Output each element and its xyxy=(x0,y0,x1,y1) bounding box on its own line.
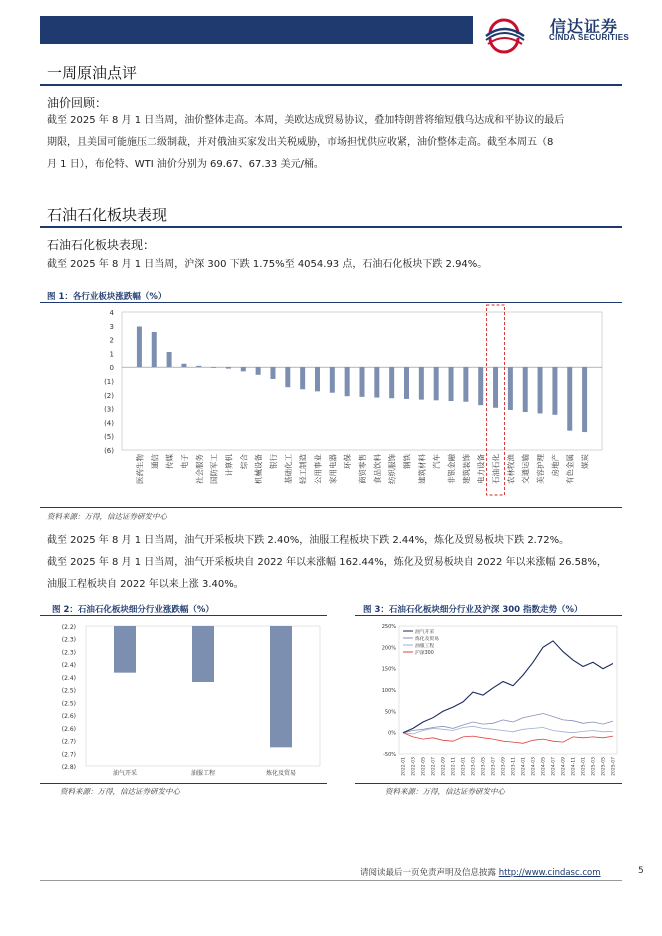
bar-建筑材料 xyxy=(419,367,424,399)
y-tick-label: (2.8) xyxy=(61,764,76,771)
website-link[interactable]: http://www.cindasc.com xyxy=(498,868,601,878)
x-tick-label: 2024-07 xyxy=(551,757,557,776)
x-tick-label: 2023-11 xyxy=(511,757,517,776)
y-tick-label: (2.3) xyxy=(61,649,76,657)
industry-bar-chart xyxy=(40,304,622,504)
section-title-sector: 石油石化板块表现 xyxy=(47,206,168,224)
paragraph-line: 截至 2025 年 8 月 1 日当周，油气开采板块下跌 2.40%，油服工程板块下跌 2.44%，炼化及贸易板块下跌 2.72%。 xyxy=(47,535,570,546)
bar-机械设备 xyxy=(256,367,261,375)
x-tick-label: 通信 xyxy=(150,454,160,469)
x-tick-label: 2023-09 xyxy=(501,757,507,776)
x-tick-label: 2023-01 xyxy=(461,757,467,776)
x-tick-label: 非银金融 xyxy=(447,454,457,484)
x-tick-label: 轻工制造 xyxy=(298,454,308,484)
x-tick-label: 煤炭 xyxy=(580,454,590,469)
bar-建筑装饰 xyxy=(463,367,468,402)
bar-环保 xyxy=(345,367,350,396)
x-tick-label: 石油石化 xyxy=(491,454,501,484)
y-tick-label: (2.2) xyxy=(61,624,76,631)
x-tick-label: 油服工程 xyxy=(190,770,216,777)
x-tick-label: 机械设备 xyxy=(254,454,264,484)
x-tick-label: 建筑材料 xyxy=(417,454,427,484)
y-tick-label: (2.7) xyxy=(61,751,76,759)
bar-医药生物 xyxy=(137,326,142,367)
bar-美容护理 xyxy=(538,367,543,413)
bar-银行 xyxy=(270,367,275,379)
x-tick-label: 家用电器 xyxy=(328,454,338,484)
bar-非银金融 xyxy=(449,367,454,401)
bar-炼化及贸易 xyxy=(270,626,292,747)
x-tick-label: 银行 xyxy=(268,454,278,469)
legend-label: 炼化及贸易 xyxy=(415,637,439,642)
y-tick-label: -50% xyxy=(383,752,396,758)
x-tick-label: 电子 xyxy=(179,454,189,469)
section-divider xyxy=(40,84,622,86)
y-tick-label: (6) xyxy=(104,447,114,455)
bar-钢铁 xyxy=(404,367,409,399)
x-tick-label: 2024-03 xyxy=(531,757,537,776)
bar-综合 xyxy=(241,367,246,371)
y-tick-label: 0 xyxy=(109,364,114,373)
subtitle-oil-review: 油价回顾： xyxy=(47,96,108,110)
x-tick-label: 医药生物 xyxy=(135,454,145,484)
disclaimer-text: 请阅读最后一页免责声明及信息披露 xyxy=(360,868,497,878)
x-tick-label: 2025-03 xyxy=(591,757,597,776)
x-tick-label: 美容护理 xyxy=(536,454,546,484)
x-tick-label: 2022-03 xyxy=(411,757,417,776)
bar-电子 xyxy=(181,364,186,367)
bar-计算机 xyxy=(226,367,231,368)
bar-油服工程 xyxy=(192,626,214,682)
y-tick-label: 2 xyxy=(109,336,114,345)
x-tick-label: 2022-05 xyxy=(421,757,427,776)
y-tick-label: 100% xyxy=(381,688,396,694)
header-band xyxy=(40,16,473,44)
x-tick-label: 2023-07 xyxy=(491,757,497,776)
y-tick-label: (2.4) xyxy=(61,674,76,682)
x-tick-label: 2024-11 xyxy=(571,757,577,776)
x-tick-label: 社会服务 xyxy=(194,454,204,484)
x-tick-label: 2024-01 xyxy=(521,757,527,776)
bar-有色金属 xyxy=(567,367,572,430)
y-tick-label: (2.4) xyxy=(61,662,76,670)
x-tick-label: 有色金属 xyxy=(565,454,575,484)
y-tick-label: (2.7) xyxy=(61,738,76,746)
bar-电力设备 xyxy=(478,367,483,405)
fig3-bottom-rule xyxy=(355,783,622,784)
y-tick-label: 0% xyxy=(388,730,396,737)
subtitle-sector-perf: 石油石化板块表现： xyxy=(47,238,156,252)
y-tick-label: (2.5) xyxy=(61,700,76,708)
x-tick-label: 钢铁 xyxy=(402,454,412,469)
fig2-title: 图 2：石油石化板块细分行业涨跌幅（%） xyxy=(52,605,214,615)
y-tick-label: (1) xyxy=(104,378,114,386)
fig1-title-rule xyxy=(40,302,622,303)
footer-text xyxy=(360,866,601,878)
y-tick-label: (5) xyxy=(104,433,114,442)
x-tick-label: 2025-07 xyxy=(611,757,617,776)
bar-汽车 xyxy=(434,367,439,400)
series-line-油气开采 xyxy=(403,641,613,733)
x-tick-label: 炼化及贸易 xyxy=(265,770,297,777)
y-tick-label: 250% xyxy=(381,624,396,630)
bar-国防军工 xyxy=(211,367,216,368)
x-tick-label: 国防军工 xyxy=(209,454,219,484)
bar-食品饮料 xyxy=(374,367,379,397)
y-tick-label: (2.6) xyxy=(61,713,76,721)
x-tick-label: 综合 xyxy=(239,454,249,469)
x-tick-label: 交通运输 xyxy=(521,454,531,485)
x-tick-label: 2023-05 xyxy=(481,757,487,776)
y-tick-label: (2.6) xyxy=(61,725,76,733)
x-tick-label: 2022-01 xyxy=(401,757,407,776)
x-tick-label: 2024-09 xyxy=(561,757,567,776)
subsector-bar-chart xyxy=(40,616,327,782)
fig2-source: 资料来源：万得，信达证券研发中心 xyxy=(60,787,180,796)
paragraph-line: 截至 2025 年 8 月 1 日当周，沪深 300 下跌 1.75%至 4054.93 点，石油石化板块下跌 2.94%。 xyxy=(47,259,488,270)
bar-纺织服饰 xyxy=(389,367,394,398)
page-number: 5 xyxy=(638,866,644,876)
bar-油气开采 xyxy=(114,626,136,673)
logo-en-text: CINDA SECURITIES xyxy=(549,33,630,42)
section-title-crude: 一周原油点评 xyxy=(47,64,138,82)
footer-divider xyxy=(40,880,622,881)
x-tick-label: 2025-01 xyxy=(581,757,587,776)
x-tick-label: 传媒 xyxy=(165,454,175,469)
paragraph-line: 油服工程板块自 2022 年以来上涨 3.40%。 xyxy=(47,579,244,590)
x-tick-label: 环保 xyxy=(343,454,353,469)
bar-农林牧渔 xyxy=(508,367,513,410)
bar-基础化工 xyxy=(285,367,290,387)
bar-石油石化 xyxy=(493,367,498,408)
paragraph-line: 截至 2025 年 8 月 1 日当周，油气开采板块自 2022 年以来涨幅 162.44%，炼化及贸易板块自 2022 年以来涨幅 26.58%， xyxy=(47,557,607,568)
fig3-source: 资料来源：万得，信达证券研发中心 xyxy=(385,787,505,796)
x-tick-label: 建筑装饰 xyxy=(461,454,471,484)
x-tick-label: 2022-11 xyxy=(451,757,457,776)
paragraph-line: 截至 2025 年 8 月 1 日当周，油价整体走高。本周，美欧达成贸易协议，叠加特朗普将缩短俄乌达成和平协议的最后 xyxy=(47,115,565,126)
bar-房地产 xyxy=(552,367,557,415)
bar-交通运输 xyxy=(523,367,528,412)
y-tick-label: 4 xyxy=(109,309,114,317)
subsector-paragraph xyxy=(47,530,619,596)
y-tick-label: (2.5) xyxy=(61,687,76,695)
x-tick-label: 纺织服饰 xyxy=(387,454,397,484)
fig1-source: 资料来源：万得，信达证券研发中心 xyxy=(47,512,167,521)
bar-煤炭 xyxy=(582,367,587,432)
fig1-bottom-rule xyxy=(40,507,622,508)
x-tick-label: 油气开采 xyxy=(112,770,138,777)
subsector-trend-line-chart xyxy=(355,616,622,782)
section-divider xyxy=(40,226,622,228)
bar-社会服务 xyxy=(196,366,201,367)
y-tick-label: 1 xyxy=(109,350,114,359)
x-tick-label: 2022-09 xyxy=(441,757,447,776)
series-line-沪深300 xyxy=(403,733,613,744)
bar-家用电器 xyxy=(330,367,335,393)
x-tick-label: 汽车 xyxy=(432,454,442,469)
oil-review-paragraph xyxy=(47,110,619,176)
fig1-title: 图 1：各行业板块涨跌幅（%） xyxy=(47,292,167,302)
y-tick-label: 50% xyxy=(384,709,396,716)
x-tick-label: 公用事业 xyxy=(313,454,323,484)
bar-轻工制造 xyxy=(300,367,305,389)
x-tick-label: 2023-03 xyxy=(471,757,477,776)
y-tick-label: (3) xyxy=(104,405,114,414)
fig3-title: 图 3：石油石化板块细分行业及沪深 300 指数走势（%） xyxy=(363,605,583,615)
x-tick-label: 2024-05 xyxy=(541,757,547,776)
paragraph-line: 月 1 日），布伦特、WTI 油价分别为 69.67、67.33 美元/桶。 xyxy=(47,159,324,170)
x-tick-label: 商贸零售 xyxy=(358,454,367,484)
x-tick-label: 2022-07 xyxy=(431,757,437,776)
x-tick-label: 2025-05 xyxy=(601,757,607,776)
sector-paragraph xyxy=(47,254,619,276)
legend-label: 沪深300 xyxy=(415,651,434,656)
x-tick-label: 基础化工 xyxy=(283,454,293,484)
y-tick-label: (4) xyxy=(104,419,114,428)
y-tick-label: (2) xyxy=(104,391,114,400)
bar-商贸零售 xyxy=(360,367,365,397)
x-tick-label: 计算机 xyxy=(224,454,234,477)
x-tick-label: 电力设备 xyxy=(476,454,486,484)
fig2-bottom-rule xyxy=(40,783,327,784)
paragraph-line: 期限，且美国可能施压二级制裁，并对俄油买家发出关税威胁，市场担忧供应收紧，油价整体走高。截至本周五（8 xyxy=(47,137,554,148)
logo-cn-text: 信达证券 xyxy=(550,17,619,36)
bar-公用事业 xyxy=(315,367,320,391)
x-tick-label: 农林牧渔 xyxy=(506,454,516,484)
legend-label: 油服工程 xyxy=(415,644,435,649)
y-tick-label: (2.3) xyxy=(61,636,76,644)
bar-传媒 xyxy=(167,352,172,367)
y-tick-label: 200% xyxy=(381,645,396,652)
bar-通信 xyxy=(152,332,157,367)
y-tick-label: 3 xyxy=(109,322,114,331)
x-tick-label: 食品饮料 xyxy=(372,454,382,484)
y-tick-label: 150% xyxy=(381,666,396,673)
x-tick-label: 房地产 xyxy=(550,454,560,477)
legend-label: 油气开采 xyxy=(415,630,435,635)
